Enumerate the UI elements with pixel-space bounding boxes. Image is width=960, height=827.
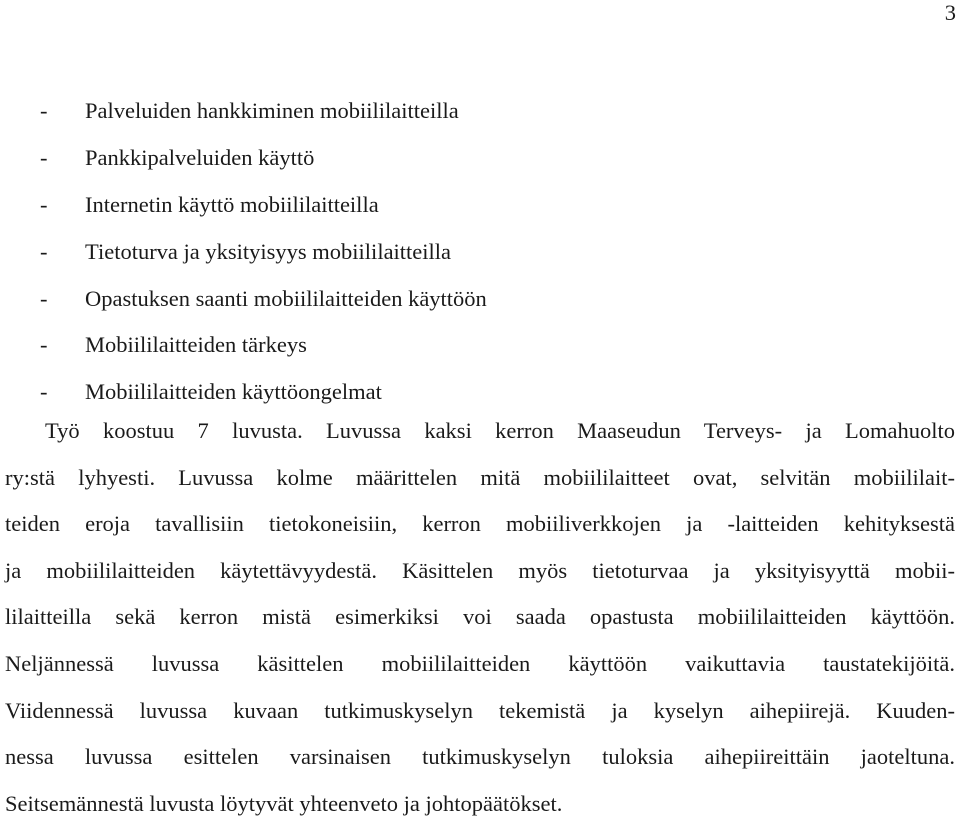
list-item [40, 228, 487, 275]
list-item [40, 275, 487, 322]
list-item-text: Tietoturva ja yksityisyys mobiililaitteilla [85, 238, 452, 264]
paragraph-line: ry:stä lyhyesti. Luvussa kolme määrittelen mitä mobiililaitteet ovat, selvitän mobiililait- [5, 464, 955, 490]
list-dash: - [40, 191, 48, 217]
list-item-text: Mobiililaitteiden tärkeys [85, 332, 307, 358]
list-item-text: Opastuksen saanti mobiililaitteiden käyttöön [85, 285, 487, 311]
paragraph-line: nessa luvussa esittelen varsinaisen tutkimuskyselyn tuloksia aihepiireittäin jaoteltuna. [5, 744, 955, 770]
list-item-text: Mobiililaitteiden käyttöongelmat [85, 379, 382, 405]
list-dash: - [40, 379, 48, 405]
list-item-text: Internetin käyttö mobiililaitteilla [85, 191, 379, 217]
paragraph-line: teiden eroja tavallisiin tietokoneisiin, kerron mobiiliverkkojen ja -laitteiden kehityksestä [5, 511, 955, 537]
topic-list [40, 88, 487, 416]
paragraph-line: Viidennessä luvussa kuvaan tutkimuskyselyn tekemistä ja kyselyn aihepiirejä. Kuuden- [5, 697, 955, 723]
paragraph-line: Työ koostuu 7 luvusta. Luvussa kaksi kerron Maaseudun Terveys- ja Lomahuolto [45, 418, 955, 443]
list-item-text: Palveluiden hankkiminen mobiililaitteilla [85, 98, 459, 124]
paragraph-line: Seitsemännestä luvusta löytyvät yhteenveto ja johtopäätökset. [5, 790, 563, 816]
paragraph-line: lilaitteilla sekä kerron mistä esimerkiksi voi saada opastusta mobiililaitteiden käyttöön. [5, 604, 955, 630]
paragraph-line: ja mobiililaitteiden käytettävyydestä. Käsittelen myös tietoturvaa ja yksityisyyttä mobii- [5, 557, 955, 583]
paragraph-line: Neljännessä luvussa käsittelen mobiililaitteiden käyttöön vaikuttavia taustatekijöitä. [5, 650, 955, 676]
list-item-text: Pankkipalveluiden käyttö [85, 145, 315, 171]
list-item [40, 182, 487, 229]
list-dash: - [40, 145, 48, 171]
list-item [40, 322, 487, 369]
list-dash: - [40, 98, 48, 124]
list-item [40, 135, 487, 182]
list-item [40, 88, 487, 135]
list-dash: - [40, 238, 48, 264]
body-paragraph [5, 408, 955, 827]
page-number: 3 [944, 0, 956, 25]
list-dash: - [40, 285, 48, 311]
list-dash: - [40, 332, 48, 358]
